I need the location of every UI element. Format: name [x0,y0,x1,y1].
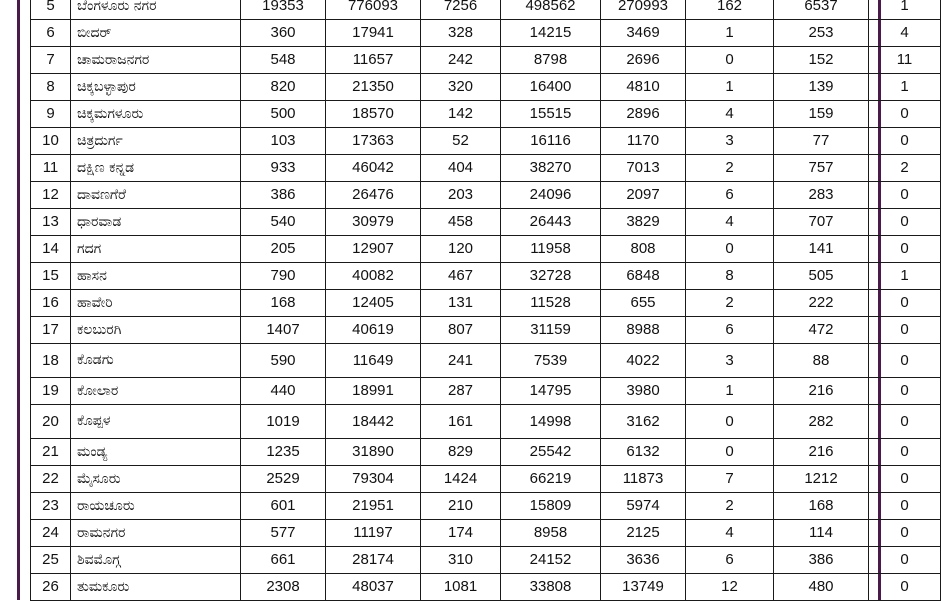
value-cell-c3: 203 [421,182,501,209]
value-cell-c3: 142 [421,101,501,128]
value-cell-c8: 0 [869,466,941,493]
value-cell-c3: 807 [421,317,501,344]
table-body [31,0,941,601]
value-cell-c2: 18991 [326,378,421,405]
value-cell-c5: 2896 [601,101,686,128]
value-cell-c3: 404 [421,155,501,182]
value-cell-c6: 2 [686,155,774,182]
value-cell-c2: 776093 [326,0,421,20]
value-cell-c1: 540 [241,209,326,236]
table-row [31,344,941,378]
value-cell-c4: 32728 [501,263,601,290]
value-cell-c2: 21951 [326,493,421,520]
table-row [31,317,941,344]
value-cell-c8: 0 [869,344,941,378]
value-cell-c5: 3829 [601,209,686,236]
value-cell-c5: 3162 [601,405,686,439]
district-name-cell: ದಕ್ಷಿಣ ಕನ್ನಡ [71,155,241,182]
value-cell-c1: 386 [241,182,326,209]
table-row [31,466,941,493]
value-cell-c2: 40082 [326,263,421,290]
value-cell-c1: 168 [241,290,326,317]
district-name-cell: ರಾಯಚೂರು [71,493,241,520]
district-name-cell: ರಾಮನಗರ [71,520,241,547]
value-cell-c7: 472 [774,317,869,344]
value-cell-c3: 829 [421,439,501,466]
value-cell-c1: 360 [241,20,326,47]
value-cell-c8: 0 [869,128,941,155]
value-cell-c5: 4022 [601,344,686,378]
value-cell-c2: 17363 [326,128,421,155]
value-cell-c3: 161 [421,405,501,439]
serial-number-cell: 6 [31,20,71,47]
value-cell-c8: 0 [869,520,941,547]
value-cell-c3: 328 [421,20,501,47]
value-cell-c7: 283 [774,182,869,209]
value-cell-c6: 3 [686,128,774,155]
value-cell-c1: 790 [241,263,326,290]
value-cell-c5: 2696 [601,47,686,74]
value-cell-c5: 4810 [601,74,686,101]
district-name-cell: ಮೈಸೂರು [71,466,241,493]
district-name-cell: ಮಂಡ್ಯ [71,439,241,466]
value-cell-c2: 11649 [326,344,421,378]
value-cell-c8: 2 [869,155,941,182]
value-cell-c4: 15515 [501,101,601,128]
table-row [31,290,941,317]
value-cell-c3: 458 [421,209,501,236]
district-name-cell: ಕೊಪ್ಪಳ [71,405,241,439]
table-row [31,520,941,547]
value-cell-c4: 8798 [501,47,601,74]
value-cell-c8: 1 [869,74,941,101]
table-row [31,20,941,47]
table-row [31,47,941,74]
value-cell-c6: 3 [686,344,774,378]
value-cell-c6: 6 [686,317,774,344]
table-row [31,182,941,209]
value-cell-c1: 1235 [241,439,326,466]
value-cell-c7: 152 [774,47,869,74]
value-cell-c1: 1407 [241,317,326,344]
serial-number-cell: 15 [31,263,71,290]
value-cell-c8: 0 [869,405,941,439]
district-name-cell: ಹಾವೇರಿ [71,290,241,317]
value-cell-c4: 24152 [501,547,601,574]
value-cell-c5: 11873 [601,466,686,493]
value-cell-c5: 808 [601,236,686,263]
value-cell-c7: 168 [774,493,869,520]
district-name-cell: ಕೋಲಾರ [71,378,241,405]
value-cell-c4: 11528 [501,290,601,317]
value-cell-c4: 498562 [501,0,601,20]
value-cell-c3: 241 [421,344,501,378]
serial-number-cell: 19 [31,378,71,405]
table-row [31,405,941,439]
value-cell-c6: 2 [686,290,774,317]
value-cell-c1: 820 [241,74,326,101]
value-cell-c7: 757 [774,155,869,182]
value-cell-c2: 12907 [326,236,421,263]
value-cell-c4: 16116 [501,128,601,155]
table-row [31,155,941,182]
table-row [31,439,941,466]
value-cell-c6: 7 [686,466,774,493]
value-cell-c5: 13749 [601,574,686,601]
value-cell-c6: 0 [686,405,774,439]
value-cell-c7: 114 [774,520,869,547]
district-name-cell: ದಾವಣಗೆರೆ [71,182,241,209]
serial-number-cell: 23 [31,493,71,520]
value-cell-c6: 6 [686,547,774,574]
district-name-cell: ಬೆಂಗಳೂರು ನಗರ [71,0,241,20]
value-cell-c1: 601 [241,493,326,520]
value-cell-c5: 3980 [601,378,686,405]
value-cell-c6: 8 [686,263,774,290]
value-cell-c3: 120 [421,236,501,263]
value-cell-c4: 7539 [501,344,601,378]
value-cell-c8: 0 [869,209,941,236]
serial-number-cell: 5 [31,0,71,20]
value-cell-c4: 26443 [501,209,601,236]
value-cell-c1: 103 [241,128,326,155]
value-cell-c7: 253 [774,20,869,47]
value-cell-c6: 1 [686,74,774,101]
table-row [31,0,941,20]
value-cell-c8: 0 [869,101,941,128]
value-cell-c3: 210 [421,493,501,520]
value-cell-c1: 548 [241,47,326,74]
serial-number-cell: 26 [31,574,71,601]
value-cell-c7: 139 [774,74,869,101]
value-cell-c8: 0 [869,236,941,263]
value-cell-c6: 2 [686,493,774,520]
value-cell-c2: 31890 [326,439,421,466]
value-cell-c7: 386 [774,547,869,574]
value-cell-c6: 4 [686,101,774,128]
table-row [31,236,941,263]
table-row [31,378,941,405]
value-cell-c4: 15809 [501,493,601,520]
serial-number-cell: 25 [31,547,71,574]
table-row [31,128,941,155]
value-cell-c4: 8958 [501,520,601,547]
table-row [31,547,941,574]
value-cell-c5: 655 [601,290,686,317]
value-cell-c4: 11958 [501,236,601,263]
value-cell-c4: 31159 [501,317,601,344]
value-cell-c6: 1 [686,378,774,405]
serial-number-cell: 17 [31,317,71,344]
district-name-cell: ಹಾಸನ [71,263,241,290]
value-cell-c4: 66219 [501,466,601,493]
value-cell-c3: 52 [421,128,501,155]
value-cell-c2: 11197 [326,520,421,547]
value-cell-c1: 19353 [241,0,326,20]
district-table-container [30,0,913,601]
value-cell-c2: 12405 [326,290,421,317]
value-cell-c1: 577 [241,520,326,547]
value-cell-c7: 1212 [774,466,869,493]
serial-number-cell: 13 [31,209,71,236]
value-cell-c7: 216 [774,378,869,405]
value-cell-c8: 0 [869,317,941,344]
value-cell-c7: 159 [774,101,869,128]
serial-number-cell: 10 [31,128,71,155]
value-cell-c5: 6132 [601,439,686,466]
value-cell-c8: 0 [869,574,941,601]
value-cell-c6: 0 [686,236,774,263]
value-cell-c2: 18442 [326,405,421,439]
value-cell-c6: 1 [686,20,774,47]
value-cell-c1: 500 [241,101,326,128]
district-statistics-table [30,0,941,601]
district-name-cell: ಕೊಡಗು [71,344,241,378]
value-cell-c1: 2529 [241,466,326,493]
value-cell-c2: 18570 [326,101,421,128]
value-cell-c8: 0 [869,290,941,317]
value-cell-c6: 6 [686,182,774,209]
value-cell-c4: 14998 [501,405,601,439]
value-cell-c5: 2125 [601,520,686,547]
district-name-cell: ಬೀದರ್ [71,20,241,47]
value-cell-c7: 222 [774,290,869,317]
value-cell-c8: 0 [869,547,941,574]
value-cell-c6: 12 [686,574,774,601]
value-cell-c5: 6848 [601,263,686,290]
value-cell-c3: 320 [421,74,501,101]
value-cell-c7: 707 [774,209,869,236]
value-cell-c7: 505 [774,263,869,290]
value-cell-c3: 1424 [421,466,501,493]
value-cell-c4: 16400 [501,74,601,101]
serial-number-cell: 14 [31,236,71,263]
serial-number-cell: 11 [31,155,71,182]
value-cell-c7: 216 [774,439,869,466]
value-cell-c6: 0 [686,439,774,466]
value-cell-c6: 0 [686,47,774,74]
serial-number-cell: 8 [31,74,71,101]
value-cell-c8: 11 [869,47,941,74]
value-cell-c2: 48037 [326,574,421,601]
value-cell-c2: 46042 [326,155,421,182]
serial-number-cell: 9 [31,101,71,128]
value-cell-c2: 21350 [326,74,421,101]
value-cell-c2: 17941 [326,20,421,47]
value-cell-c3: 7256 [421,0,501,20]
value-cell-c3: 287 [421,378,501,405]
serial-number-cell: 12 [31,182,71,209]
district-name-cell: ಧಾರವಾಡ [71,209,241,236]
value-cell-c7: 88 [774,344,869,378]
value-cell-c2: 26476 [326,182,421,209]
value-cell-c7: 480 [774,574,869,601]
page-border-left [0,0,20,600]
serial-number-cell: 24 [31,520,71,547]
value-cell-c4: 33808 [501,574,601,601]
value-cell-c3: 1081 [421,574,501,601]
value-cell-c8: 0 [869,182,941,209]
district-name-cell: ತುಮಕೂರು [71,574,241,601]
value-cell-c5: 7013 [601,155,686,182]
value-cell-c5: 2097 [601,182,686,209]
value-cell-c6: 162 [686,0,774,20]
value-cell-c6: 4 [686,520,774,547]
value-cell-c3: 310 [421,547,501,574]
value-cell-c1: 440 [241,378,326,405]
table-row [31,493,941,520]
table-row [31,574,941,601]
serial-number-cell: 18 [31,344,71,378]
table-row [31,209,941,236]
serial-number-cell: 20 [31,405,71,439]
district-name-cell: ಶಿವಮೊಗ್ಗ [71,547,241,574]
value-cell-c1: 205 [241,236,326,263]
value-cell-c2: 11657 [326,47,421,74]
value-cell-c8: 0 [869,439,941,466]
value-cell-c4: 14215 [501,20,601,47]
table-row [31,263,941,290]
serial-number-cell: 22 [31,466,71,493]
value-cell-c1: 661 [241,547,326,574]
value-cell-c4: 25542 [501,439,601,466]
table-row [31,74,941,101]
value-cell-c4: 24096 [501,182,601,209]
value-cell-c1: 2308 [241,574,326,601]
value-cell-c2: 30979 [326,209,421,236]
value-cell-c2: 40619 [326,317,421,344]
district-name-cell: ಚಾಮರಾಜನಗರ [71,47,241,74]
value-cell-c2: 79304 [326,466,421,493]
value-cell-c8: 0 [869,493,941,520]
value-cell-c7: 6537 [774,0,869,20]
value-cell-c8: 1 [869,0,941,20]
value-cell-c8: 1 [869,263,941,290]
serial-number-cell: 21 [31,439,71,466]
district-name-cell: ಗದಗ [71,236,241,263]
value-cell-c7: 282 [774,405,869,439]
value-cell-c5: 3469 [601,20,686,47]
value-cell-c5: 1170 [601,128,686,155]
value-cell-c3: 242 [421,47,501,74]
value-cell-c8: 0 [869,378,941,405]
value-cell-c7: 77 [774,128,869,155]
value-cell-c3: 174 [421,520,501,547]
value-cell-c5: 270993 [601,0,686,20]
value-cell-c7: 141 [774,236,869,263]
value-cell-c3: 131 [421,290,501,317]
value-cell-c1: 933 [241,155,326,182]
value-cell-c4: 38270 [501,155,601,182]
table-row [31,101,941,128]
serial-number-cell: 16 [31,290,71,317]
value-cell-c5: 3636 [601,547,686,574]
district-name-cell: ಕಲಬುರಗಿ [71,317,241,344]
value-cell-c6: 4 [686,209,774,236]
serial-number-cell: 7 [31,47,71,74]
value-cell-c4: 14795 [501,378,601,405]
district-name-cell: ಚಿತ್ರದುರ್ಗ [71,128,241,155]
value-cell-c1: 590 [241,344,326,378]
value-cell-c3: 467 [421,263,501,290]
value-cell-c8: 4 [869,20,941,47]
district-name-cell: ಚಿಕ್ಕಮಗಳೂರು [71,101,241,128]
value-cell-c5: 8988 [601,317,686,344]
value-cell-c2: 28174 [326,547,421,574]
district-name-cell: ಚಿಕ್ಕಬಳ್ಳಾಪುರ [71,74,241,101]
value-cell-c5: 5974 [601,493,686,520]
value-cell-c1: 1019 [241,405,326,439]
